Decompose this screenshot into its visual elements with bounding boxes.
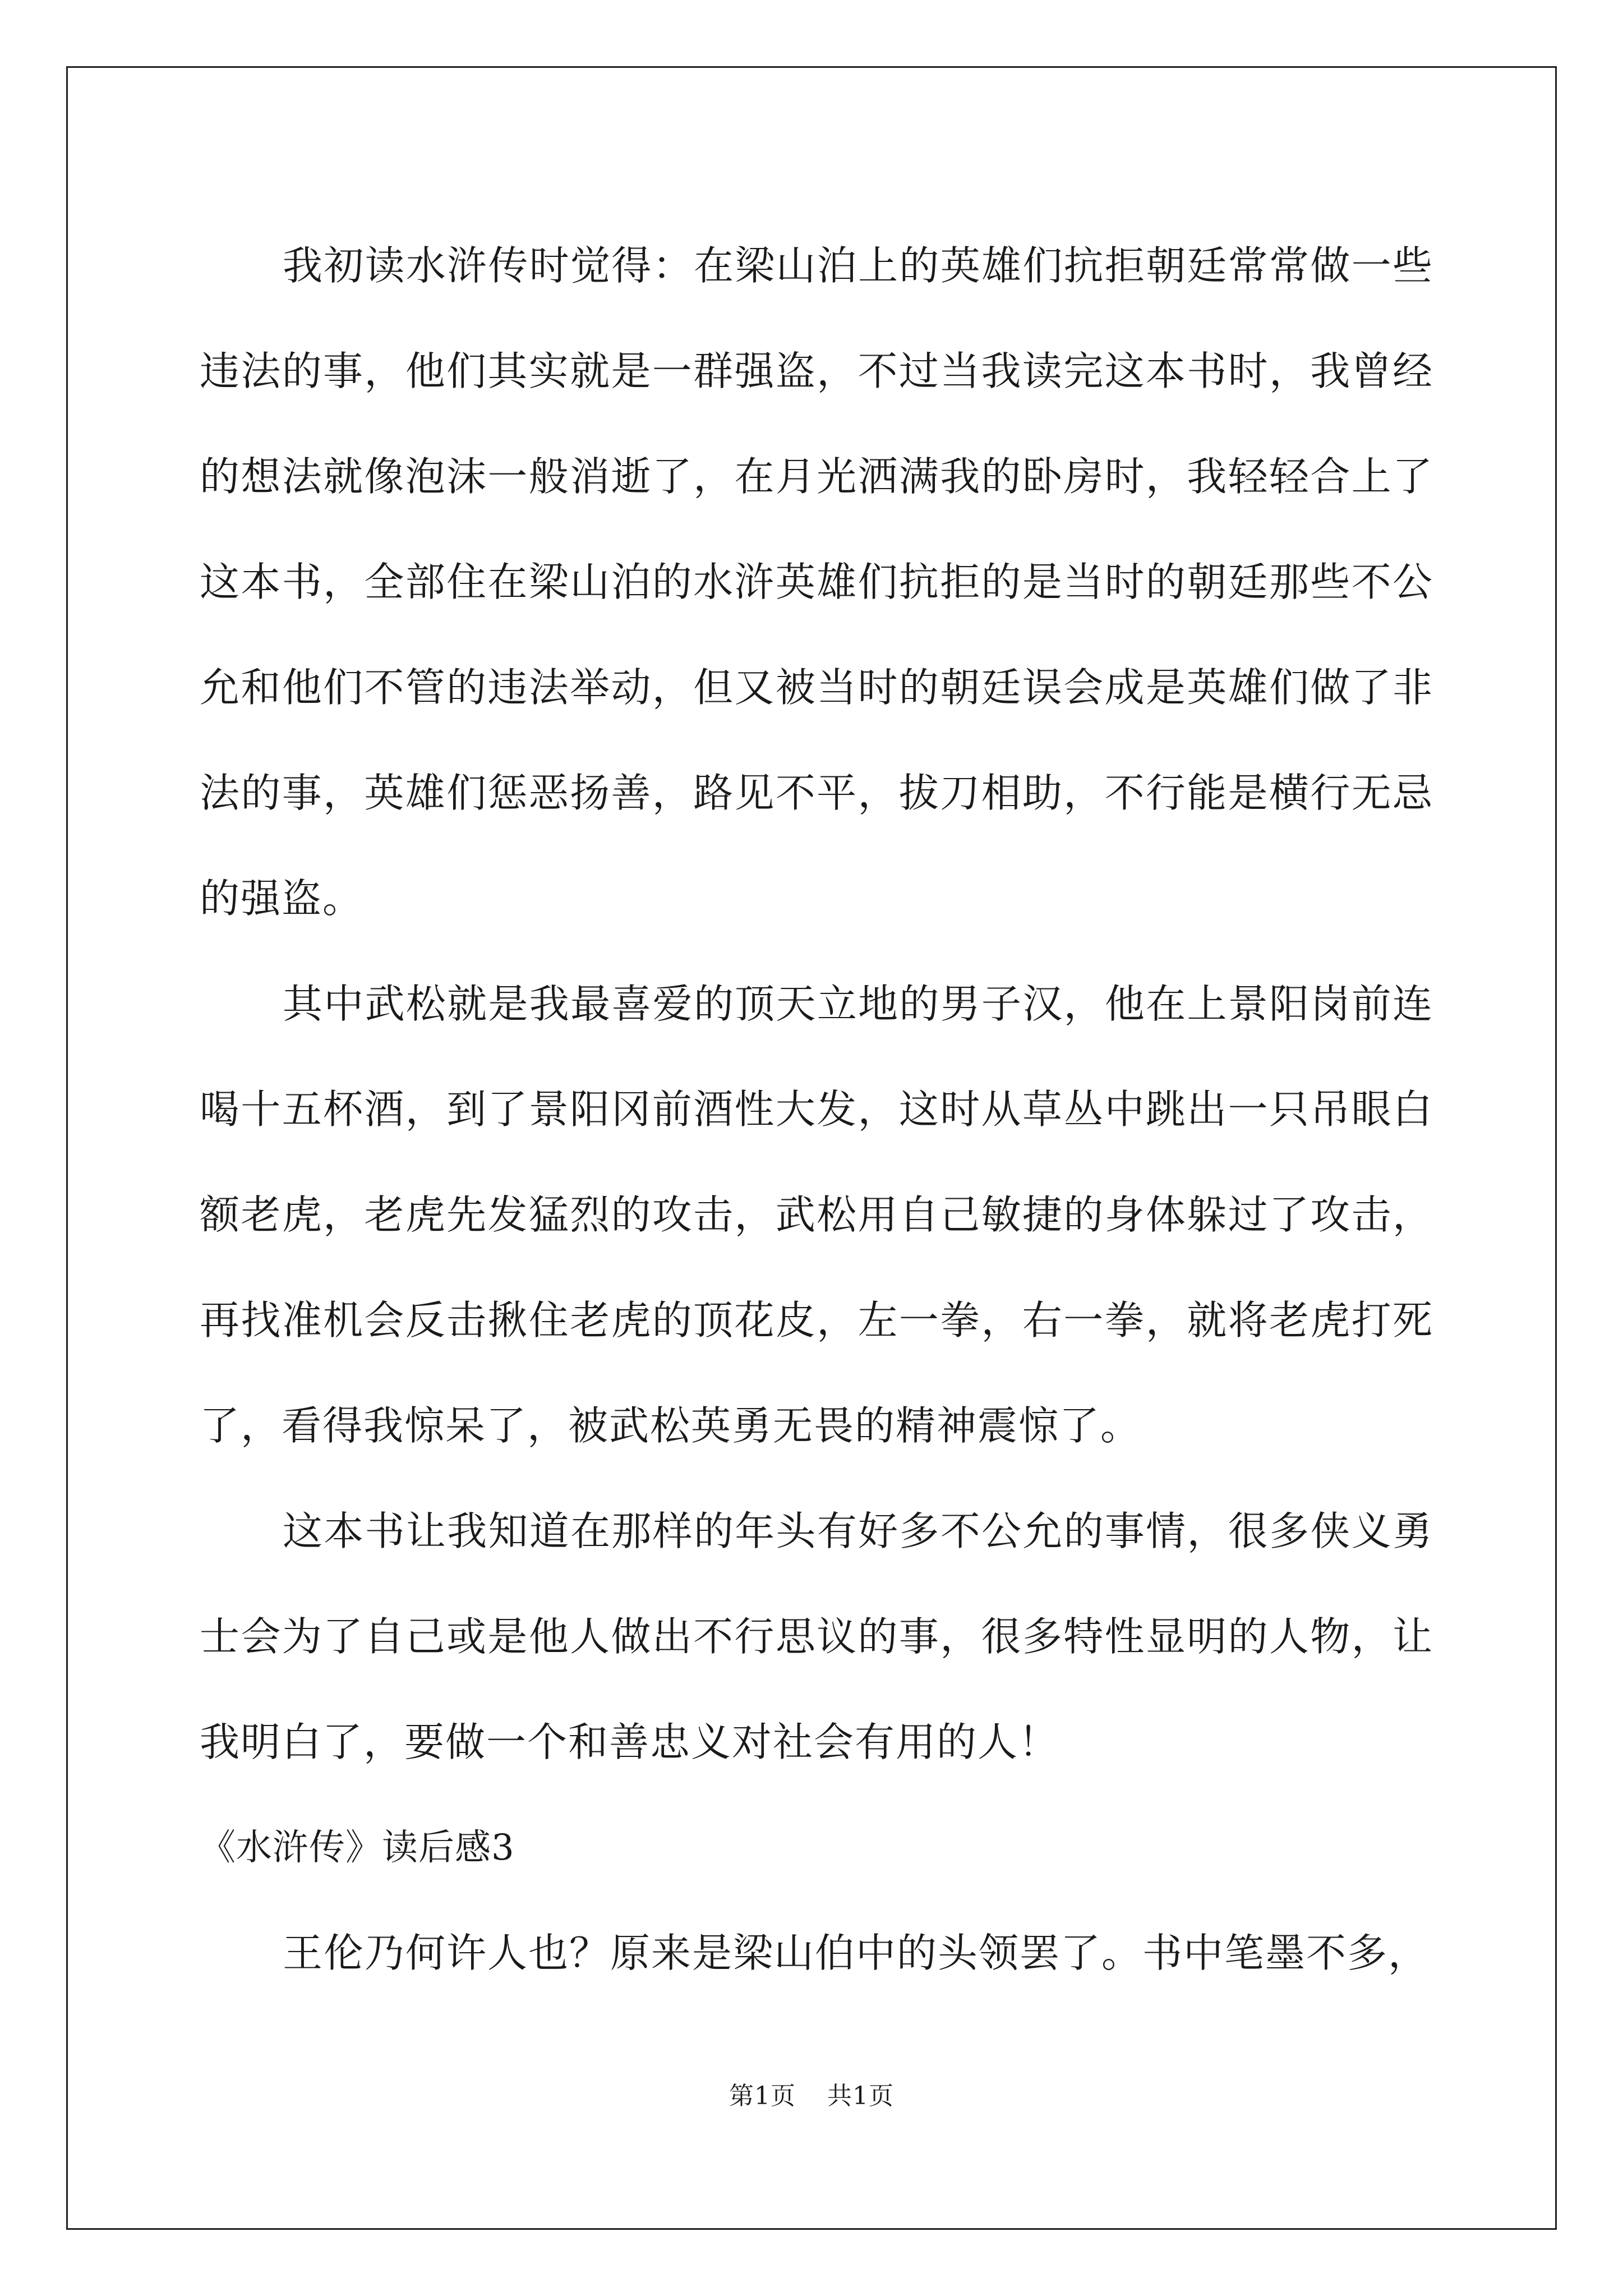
paragraph-1: 我初读水浒传时觉得：在梁山泊上的英雄们抗拒朝廷常常做一些违法的事，他们其实就是一群强盗，不过当我读完这本书时，我曾经的想法就像泡沫一般消逝了，在月光洒满我的卧房时，我轻轻合上了这本书，全部住在梁山泊的水浒英雄们抗拒的是当时的朝廷那些不公允和他们不管的违法举动，但又被当时的朝廷误会成是英雄们做了非法的事，英雄们惩恶扬善，路见不平，拔刀相助，不行能是横行无忌的强盗。 [200, 242, 1433, 922]
page-footer [0, 2076, 1623, 2111]
document-body [200, 213, 1433, 2006]
page-number: 第1页 [729, 2082, 796, 2110]
paragraph-2: 其中武松就是我最喜爱的顶天立地的男子汉，他在上景阳岗前连喝十五杯酒，到了景阳冈前酒性大发，这时从草丛中跳出一只吊眼白额老虎，老虎先发猛烈的攻击，武松用自己敏捷的身体躲过了攻击，再找准机会反击揪住老虎的顶花皮，左一拳，右一拳，就将老虎打死了，看得我惊呆了，被武松英勇无畏的精神震惊了。 [200, 981, 1433, 1449]
section-title: 《水浒传》读后感3 [200, 1827, 515, 1869]
paragraph-3: 这本书让我知道在那样的年头有好多不公允的事情，很多侠义勇士会为了自己或是他人做出不行思议的事，很多特性显明的人物，让我明白了，要做一个和善忠义对社会有用的人！ [200, 1508, 1433, 1765]
paragraph-4: 王伦乃何许人也？原来是梁山伯中的头领罢了。书中笔墨不多， [283, 1930, 1430, 1976]
page-total: 共1页 [827, 2082, 894, 2110]
